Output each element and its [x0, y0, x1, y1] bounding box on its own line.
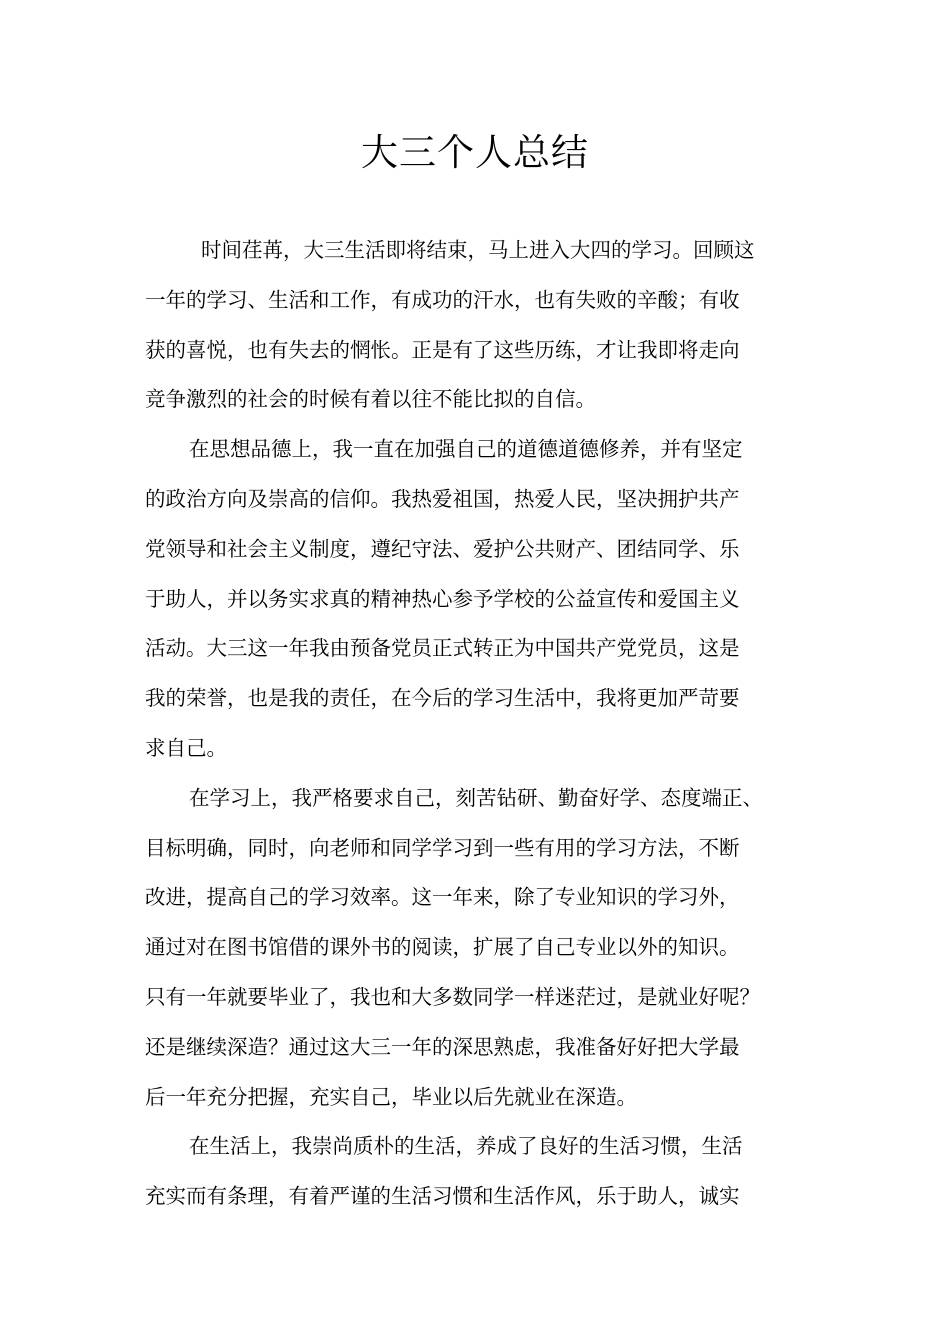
paragraph-2-line-7: 求自己。 — [145, 735, 227, 760]
paragraph-1-line-4: 竞争激烈的社会的时候有着以往不能比拟的自信。 — [145, 387, 596, 412]
paragraph-2-line-1: 在思想品德上，我一直在加强自己的道德道德修养，并有坚定 — [189, 437, 743, 462]
paragraph-1-line-2: 一年的学习、生活和工作，有成功的汗水，也有失败的辛酸；有收 — [145, 287, 740, 312]
paragraph-3-line-1: 在学习上，我严格要求自己，刻苦钻研、勤奋好学、态度端正、 — [189, 785, 763, 810]
document-title: 大三个人总结 — [361, 131, 589, 174]
paragraph-4-line-2: 充实而有条理，有着严谨的生活习惯和生活作风，乐于助人，诚实 — [145, 1184, 740, 1209]
paragraph-3-line-6: 还是继续深造？通过这大三一年的深思熟虑，我准备好好把大学最 — [145, 1034, 740, 1059]
paragraph-2-line-3: 党领导和社会主义制度，遵纪守法、爱护公共财产、团结同学、乐 — [145, 536, 740, 561]
paragraph-1-line-1: 时间荏苒，大三生活即将结束，马上进入大四的学习。回顾这 — [201, 238, 755, 262]
paragraph-3-line-7: 后一年充分把握，充实自己，毕业以后先就业在深造。 — [145, 1084, 637, 1109]
paragraph-3-line-5: 只有一年就要毕业了，我也和大多数同学一样迷茫过，是就业好呢？ — [145, 984, 760, 1009]
paragraph-4-line-1: 在生活上，我崇尚质朴的生活，养成了良好的生活习惯，生活 — [189, 1134, 743, 1159]
paragraph-2-line-2: 的政治方向及崇高的信仰。我热爱祖国，热爱人民，坚决拥护共产 — [145, 486, 740, 511]
paragraph-2-line-6: 我的荣誉，也是我的责任，在今后的学习生活中，我将更加严苛要 — [145, 686, 740, 711]
paragraph-2-line-4: 于助人，并以务实求真的精神热心参予学校的公益宣传和爱国主义 — [145, 586, 740, 611]
paragraph-2-line-5: 活动。大三这一年我由预备党员正式转正为中国共产党党员，这是 — [145, 636, 740, 661]
paragraph-3-line-4: 通过对在图书馆借的课外书的阅读，扩展了自己专业以外的知识。 — [145, 935, 740, 960]
paragraph-3-line-3: 改进，提高自己的学习效率。这一年来，除了专业知识的学习外， — [145, 885, 740, 910]
paragraph-1-line-3: 获的喜悦，也有失去的惘怅。正是有了这些历练，才让我即将走向 — [145, 337, 740, 362]
document-body — [145, 226, 805, 1222]
paragraph-3-line-2: 目标明确，同时，向老师和同学学习到一些有用的学习方法，不断 — [145, 835, 740, 860]
